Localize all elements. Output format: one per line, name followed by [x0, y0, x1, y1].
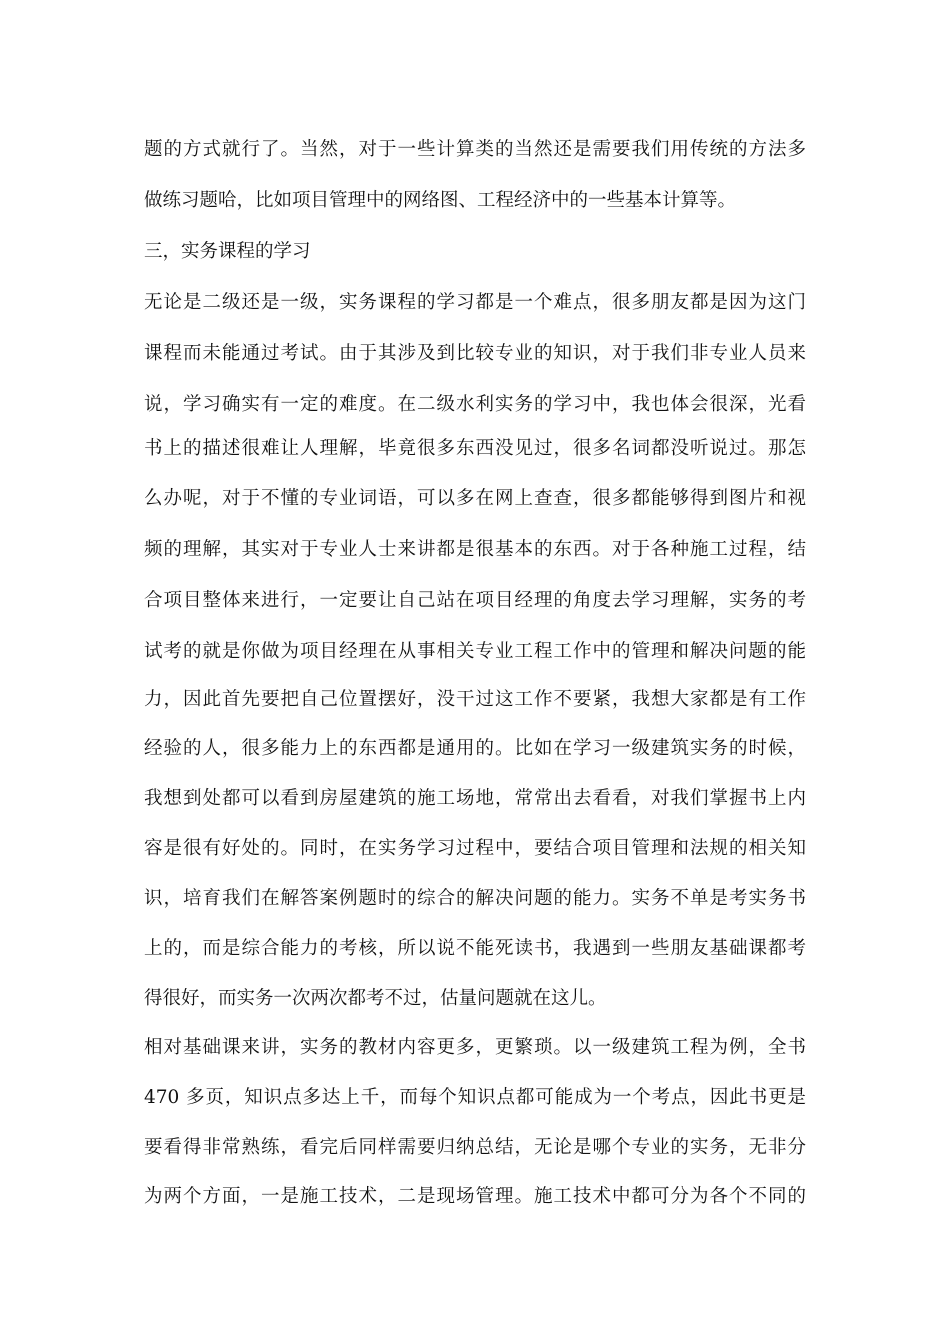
text-line: 做练习题哈，比如项目管理中的网络图、工程经济中的一些基本计算等。 — [144, 190, 737, 211]
text-line: 经验的人，很多能力上的东西都是通用的。比如在学习一级建筑实务的时候， — [144, 738, 806, 759]
text-line: 要看得非常熟练，看完后同样需要归纳总结，无论是哪个专业的实务，无非分 — [144, 1137, 806, 1158]
text-line: 容是很有好处的。同时，在实务学习过程中，要结合项目管理和法规的相关知 — [144, 838, 806, 859]
text-line: 470 多页，知识点多达上千，而每个知识点都可能成为一个考点，因此书更是 — [144, 1087, 806, 1108]
text-line: 我想到处都可以看到房屋建筑的施工场地，常常出去看看，对我们掌握书上内 — [144, 788, 806, 809]
text-line: 么办呢，对于不懂的专业词语，可以多在网上查查，很多都能够得到图片和视 — [144, 488, 806, 509]
text-line: 无论是二级还是一级，实务课程的学习都是一个难点，很多朋友都是因为这门 — [144, 292, 806, 313]
text-line: 书上的描述很难让人理解，毕竟很多东西没见过，很多名词都没听说过。那怎 — [144, 438, 806, 459]
text-line: 识，培育我们在解答案例题时的综合的解决问题的能力。实务不单是考实务书 — [144, 888, 806, 909]
text-line: 力，因此首先要把自己位置摆好，没干过这工作不要紧，我想大家都是有工作 — [144, 689, 806, 710]
text-line: 频的理解，其实对于专业人士来讲都是很基本的东西。对于各种施工过程，结 — [144, 539, 806, 560]
section-heading: 三，实务课程的学习 — [144, 241, 311, 262]
text-line: 为两个方面，一是施工技术，二是现场管理。施工技术中都可分为各个不同的 — [144, 1186, 806, 1207]
text-line: 课程而未能通过考试。由于其涉及到比较专业的知识，对于我们非专业人员来 — [144, 343, 806, 364]
text-line: 题的方式就行了。当然，对于一些计算类的当然还是需要我们用传统的方法多 — [144, 139, 806, 160]
text-line: 试考的就是你做为项目经理在从事相关专业工程工作中的管理和解决问题的能 — [144, 641, 806, 662]
text-line: 得很好，而实务一次两次都考不过，估量问题就在这儿。 — [144, 988, 607, 1009]
text-line: 相对基础课来讲，实务的教材内容更多，更繁琐。以一级建筑工程为例，全书 — [144, 1037, 806, 1058]
text-line: 上的，而是综合能力的考核，所以说不能死读书，我遇到一些朋友基础课都考 — [144, 938, 806, 959]
text-line: 合项目整体来进行，一定要让自己站在项目经理的角度去学习理解，实务的考 — [144, 590, 806, 611]
text-line: 说，学习确实有一定的难度。在二级水利实务的学习中，我也体会很深，光看 — [144, 394, 806, 415]
